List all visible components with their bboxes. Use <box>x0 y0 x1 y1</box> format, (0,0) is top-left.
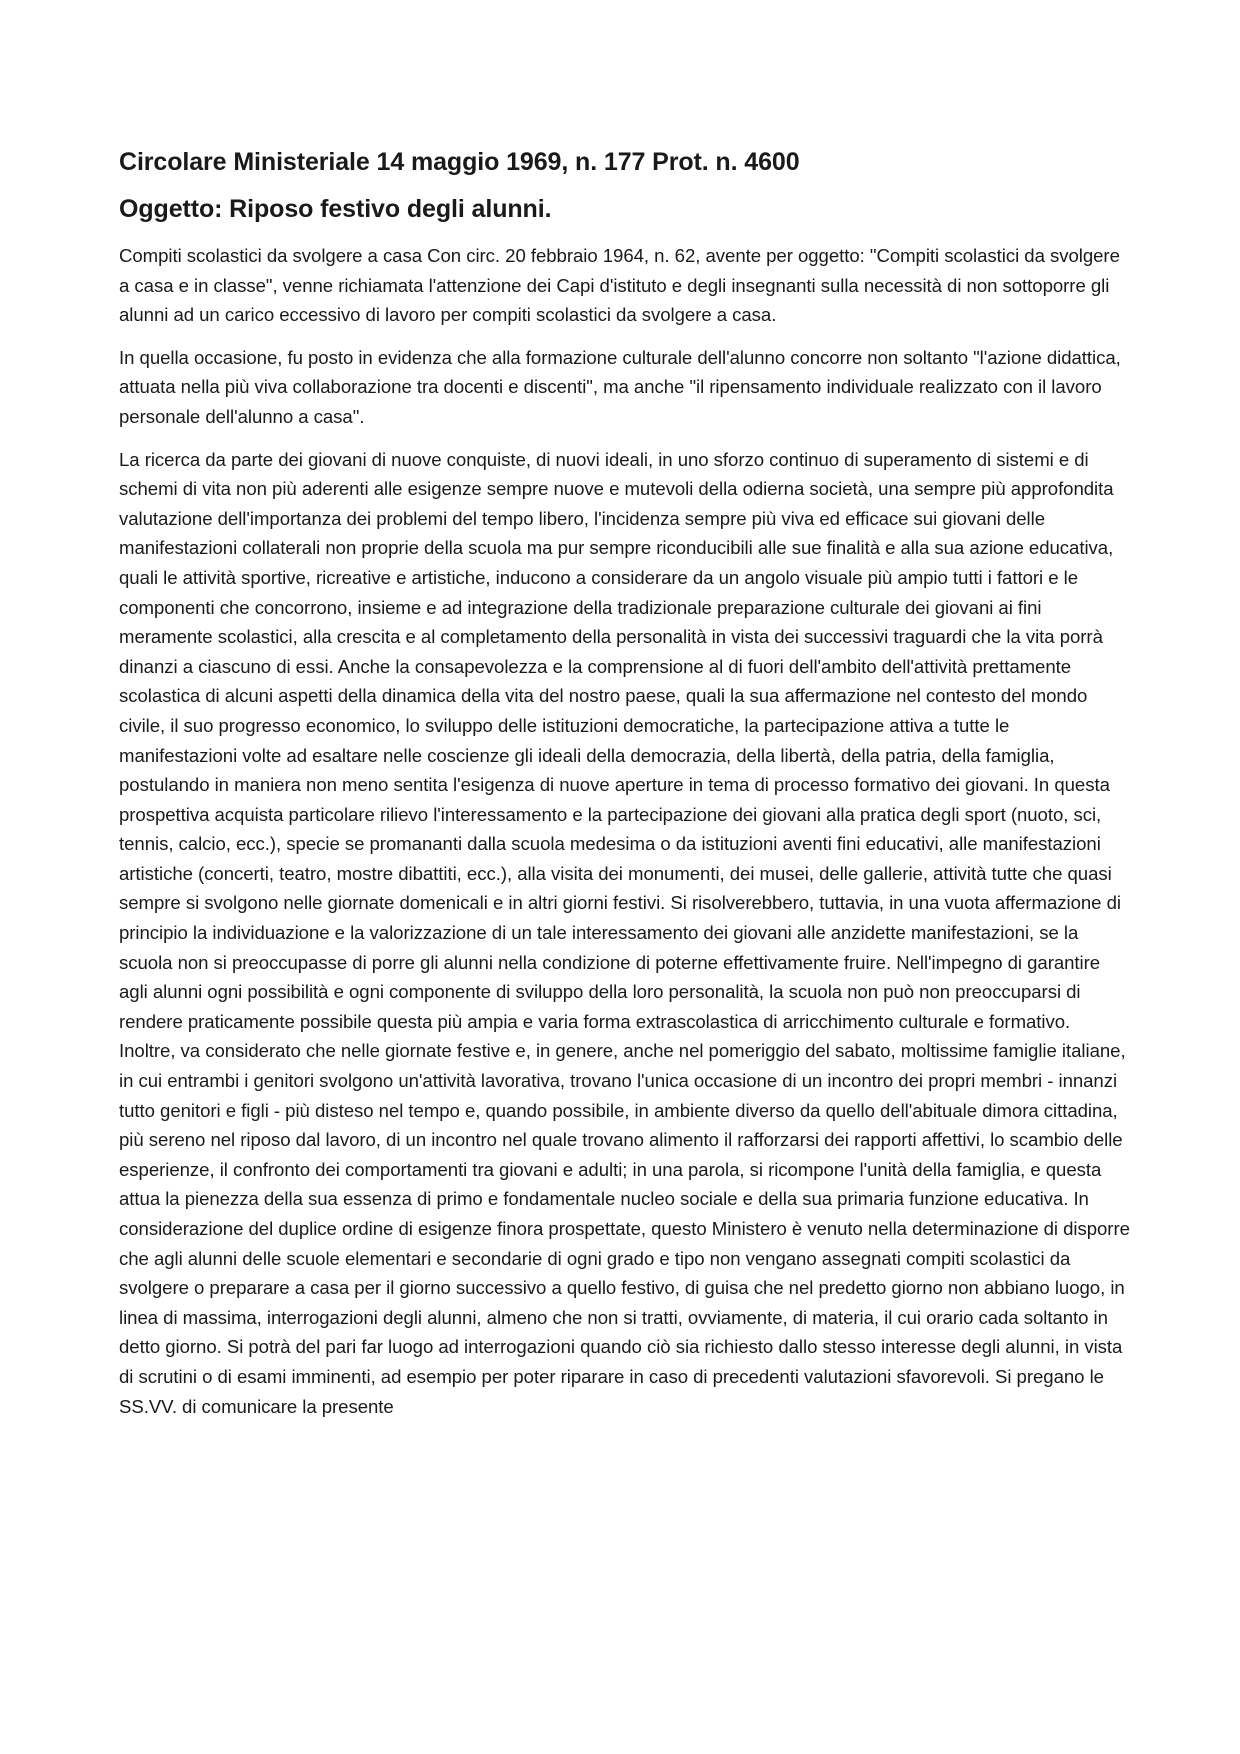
paragraph-3: La ricerca da parte dei giovani di nuove conquiste, di nuovi ideali, in uno sforzo continuo di superamento di sistemi e di schemi di vita non più aderenti alle esigenze sempre nuove e mutevoli della odierna società, una sempre più approfondita valutazione dell'importanza dei problemi del tempo libero, l'incidenza sempre più viva ed efficace sui giovani delle manifestazioni collaterali non proprie della scuola ma pur sempre riconducibili alle sue finalità e alla sua azione educativa, quali le attività sportive, ricreative e artistiche, inducono a considerare da un angolo visuale più ampio tutti i fattori e le componenti che concorrono, insieme e ad integrazione della tradizionale preparazione culturale dei giovani ai fini meramente scolastici, alla crescita e al completamento della personalità in vista dei successivi traguardi che la vita porrà dinanzi a ciascuno di essi. Anche la consapevolezza e la comprensione al di fuori dell'ambito dell'attività prettamente scolastica di alcuni aspetti della dinamica della vita del nostro paese, quali la sua affermazione nel contesto del mondo civile, il suo progresso economico, lo sviluppo delle istituzioni democratiche, la partecipazione attiva a tutte le manifestazioni volte ad esaltare nelle coscienze gli ideali della democrazia, della libertà, della patria, della famiglia, postulando in maniera non meno sentita l'esigenza di nuove aperture in tema di processo formativo dei giovani. In questa prospettiva acquista particolare rilievo l'interessamento e la partecipazione dei giovani alla pratica degli sport (nuoto, sci, tennis, calcio, ecc.), specie se promananti dalla scuola medesima o da istituzioni aventi fini educativi, alle manifestazioni artistiche (concerti, teatro, mostre dibattiti, ecc.), alla visita dei monumenti, dei musei, delle gallerie, attività tutte che quasi sempre si svolgono nelle giornate domenicali e in altri giorni festivi. Si risolverebbero, tuttavia, in una vuota affermazione di principio la individuazione e la valorizzazione di un tale interessamento dei giovani alle anzidette manifestazioni, se la scuola non si preoccupasse di porre gli alunni nella condizione di poterne effettivamente fruire. Nell'impegno di garantire agli alunni ogni possibilità e ogni componente di sviluppo della loro personalità, la scuola non può non preoccuparsi di rendere praticamente possibile questa più ampia e varia forma extrascolastica di arricchimento culturale e formativo. Inoltre, va considerato che nelle giornate festive e, in genere, anche nel pomeriggio del sabato, moltissime famiglie italiane, in cui entrambi i genitori svolgono un'attività lavorativa, trovano l'unica occasione di un incontro dei propri membri - innanzi tutto genitori e figli - più disteso nel tempo e, quando possibile, in ambiente diverso da quello dell'abituale dimora cittadina, più sereno nel riposo dal lavoro, di un incontro nel quale trovano alimento il rafforzarsi dei rapporti affettivi, lo scambio delle esperienze, il confronto dei comportamenti tra giovani e adulti; in una parola, si ricompone l'unità della famiglia, e questa attua la pienezza della sua essenza di primo e fondamentale nucleo sociale e della sua primaria funzione educativa. In considerazione del duplice ordine di esigenze finora prospettate, questo Ministero è venuto nella determinazione di disporre che agli alunni delle scuole elementari e secondarie di ogni grado e tipo non vengano assegnati compiti scolastici da svolgere o preparare a casa per il giorno successivo a quello festivo, di guisa che nel predetto giorno non abbiano luogo, in linea di massima, interrogazioni degli alunni, almeno che non si tratti, ovviamente, di materia, il cui orario cada soltanto in detto giorno. Si potrà del pari far luogo ad interrogazioni quando ciò sia richiesto dallo stesso interesse degli alunni, in vista di scrutini o di esami imminenti, ad esempio per poter riparare in caso di precedenti valutazioni sfavorevoli. Si pregano le SS.VV. di comunicare la presente <box>119 448 1130 1417</box>
paragraph-1: Compiti scolastici da svolgere a casa Con circ. 20 febbraio 1964, n. 62, avente per oggetto: "Compiti scolastici da svolgere a casa e in classe", venne richiamata l'attenzione dei Capi d'istituto e degli insegnanti sulla necessità di non sottoporre gli alunni ad un carico eccessivo di lavoro per compiti scolastici da svolgere a casa. <box>119 245 1120 326</box>
paragraph-2: In quella occasione, fu posto in evidenza che alla formazione culturale dell'alunno concorre non soltanto "l'azione didattica, attuata nella più viva collaborazione tra docenti e discenti", ma anche "il ripensamento individuale realizzato con il lavoro personale dell'alunno a casa". <box>119 346 1121 427</box>
document-title: Circolare Ministeriale 14 maggio 1969, n. 177 Prot. n. 4600 <box>119 148 800 176</box>
document-page <box>119 145 1131 1434</box>
document-subject: Oggetto: Riposo festivo degli alunni. <box>119 195 552 223</box>
